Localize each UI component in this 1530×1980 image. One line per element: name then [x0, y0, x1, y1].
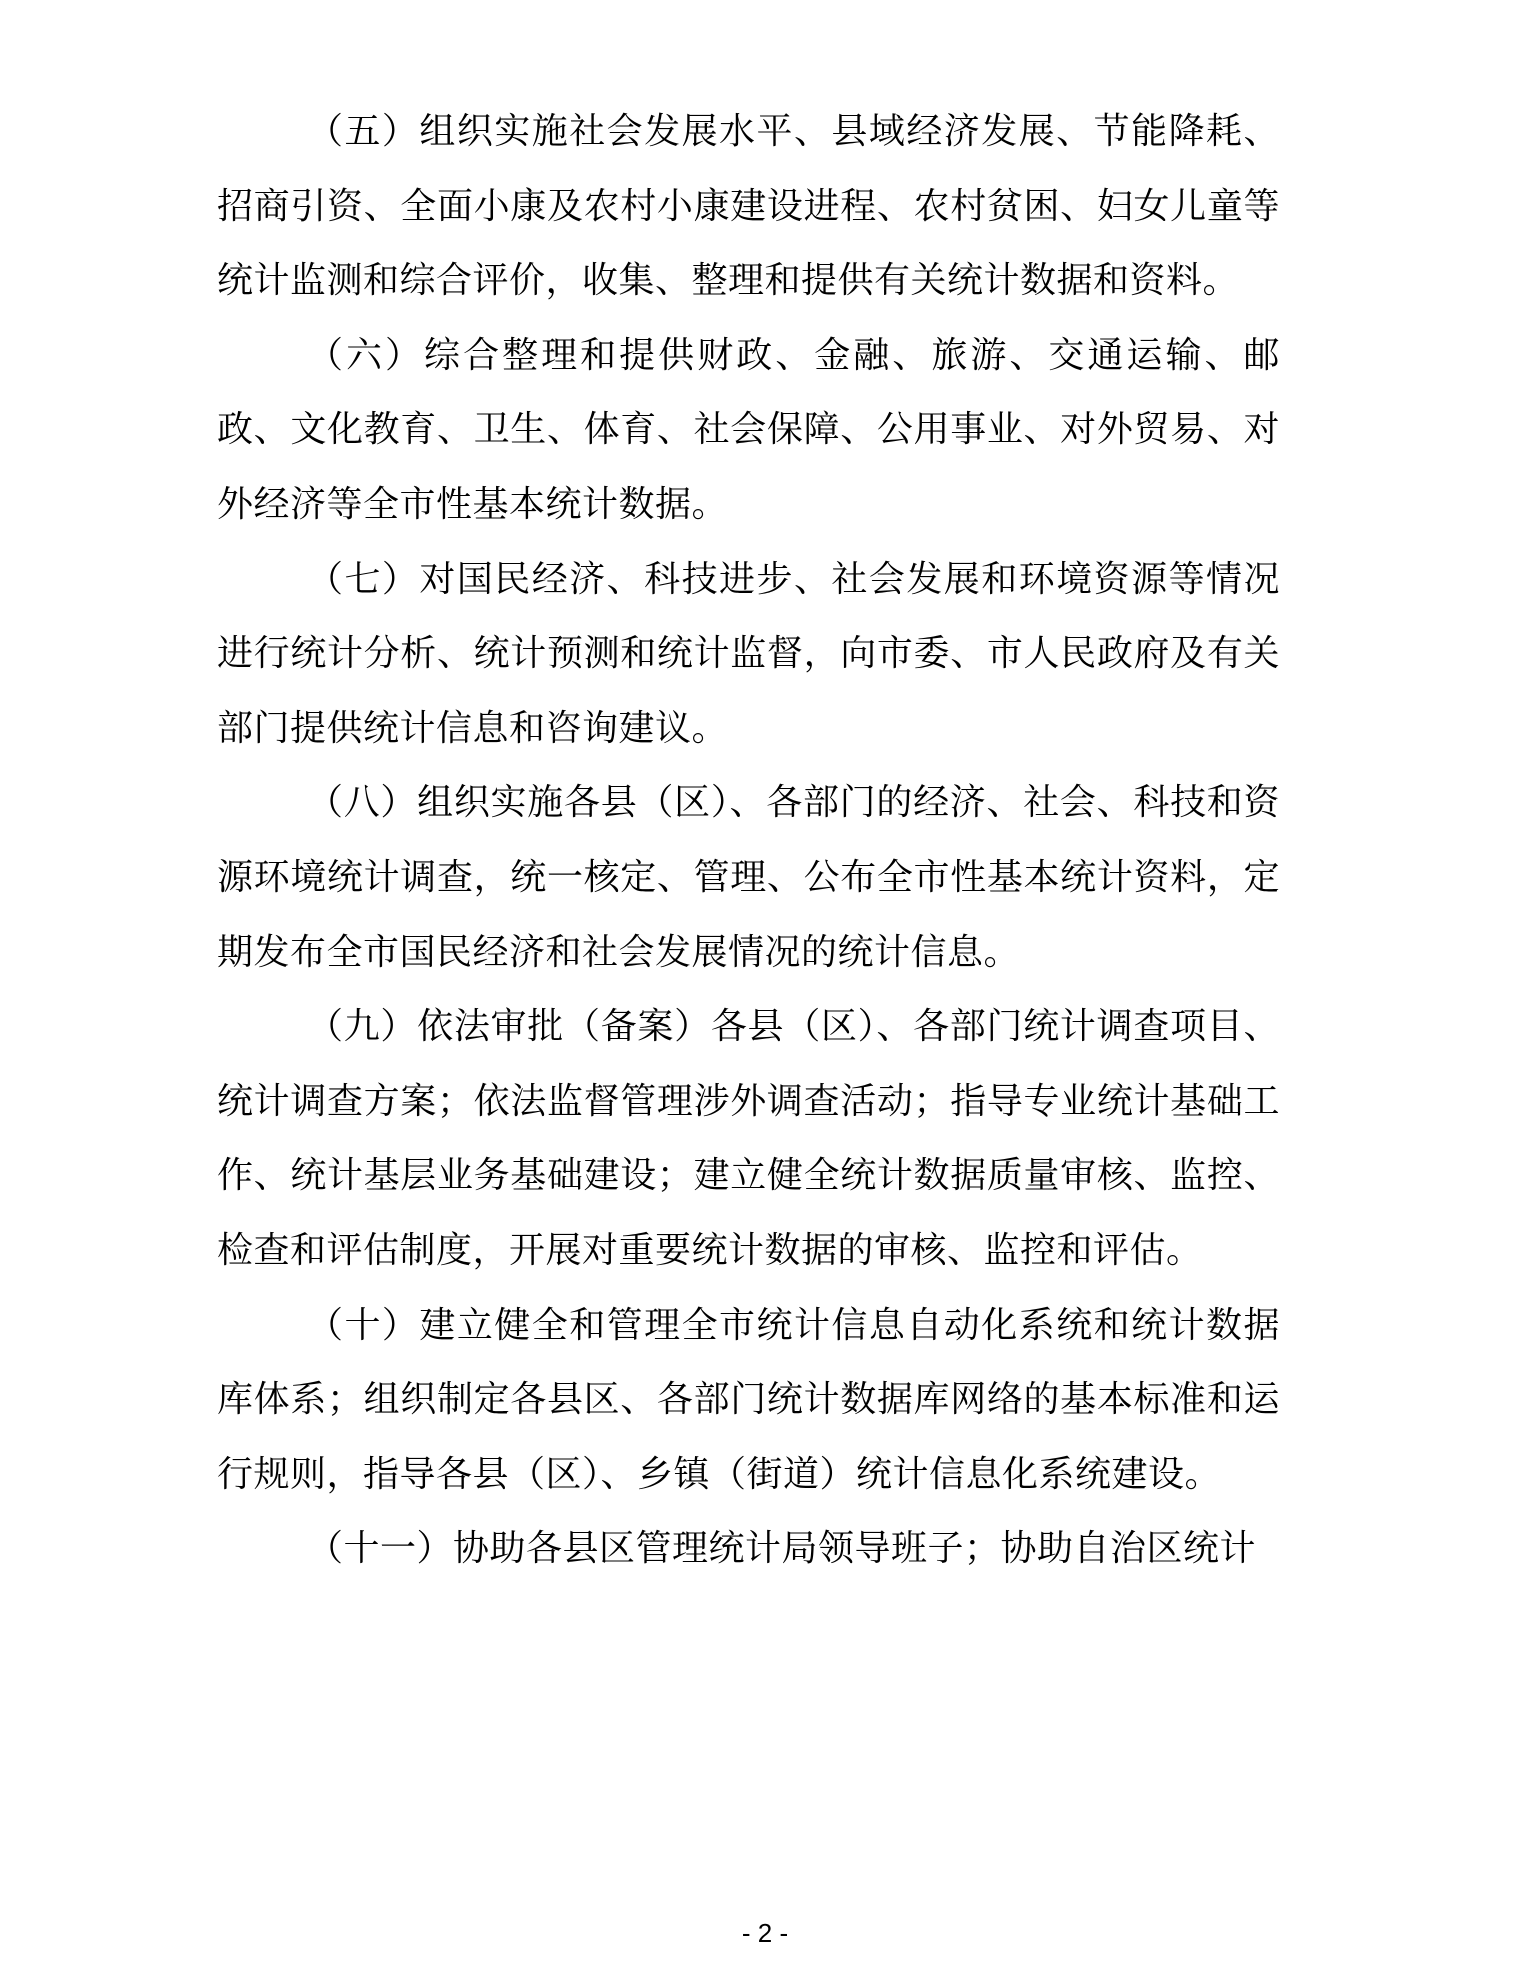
paragraph-11: （十一）协助各县区管理统计局领导班子；协助自治区统计 [307, 1528, 1257, 1570]
paragraph-10: （十）建立健全和管理全市统计信息自动化系统和统计数据库体系；组织制定各县区、各部门统计数据库网络的基本标准和运行规则，指导各县（区）、乡镇（街道）统计信息化系统建设。 [217, 1304, 1280, 1495]
paragraph-5: （五）组织实施社会发展水平、县域经济发展、节能降耗、招商引资、全面小康及农村小康建设进程、农村贫困、妇女儿童等统计监测和综合评价，收集、整理和提供有关统计数据和资料。 [217, 111, 1280, 302]
document-body [217, 95, 1280, 1587]
paragraph-6: （六）综合整理和提供财政、金融、旅游、交通运输、邮政、文化教育、卫生、体育、社会保障、公用事业、对外贸易、对外经济等全市性基本统计数据。 [217, 334, 1280, 525]
paragraph-7: （七）对国民经济、科技进步、社会发展和环境资源等情况进行统计分析、统计预测和统计监督，向市委、市人民政府及有关部门提供统计信息和咨询建议。 [217, 558, 1280, 749]
page-number: - 2 - [741, 1918, 789, 1948]
paragraph-8: （八）组织实施各县（区）、各部门的经济、社会、科技和资源环境统计调查，统一核定、管理、公布全市性基本统计资料，定期发布全市国民经济和社会发展情况的统计信息。 [217, 782, 1280, 973]
paragraph-9: （九）依法审批（备案）各县（区）、各部门统计调查项目、统计调查方案；依法监督管理涉外调查活动；指导专业统计基础工作、统计基层业务基础建设；建立健全统计数据质量审核、监控、检查和评估制度，开展对重要统计数据的审核、监控和评估。 [217, 1006, 1280, 1271]
